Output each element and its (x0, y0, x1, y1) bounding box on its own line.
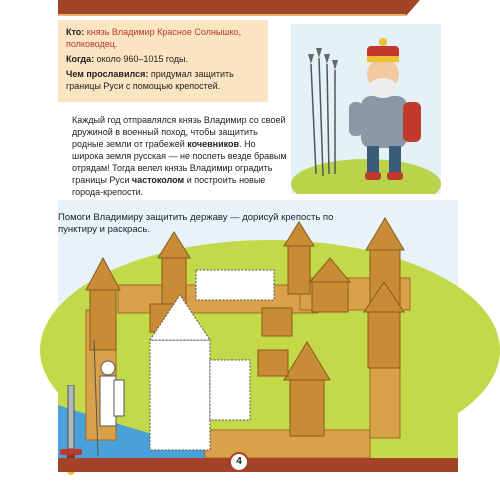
fame-value: придумал защитить границы Руси с помощью крепостей. (66, 69, 234, 91)
story-part-3: и построить новые города-крепости. (72, 175, 266, 197)
top-decorative-band (58, 0, 406, 16)
task-instruction: Помоги Владимиру защитить державу — дорисуй крепость по пунктиру и раскрась. (58, 212, 334, 235)
page-bottom-band (58, 458, 458, 472)
who-label: Кто: (66, 27, 85, 37)
who-line (66, 26, 260, 50)
page-number: 4 (229, 452, 249, 472)
when-value: около 960–1015 годы. (96, 54, 189, 64)
fame-line (66, 68, 260, 92)
when-line (66, 53, 260, 65)
when-label: Когда: (66, 54, 95, 64)
story-bold-palisade: частоколом (131, 175, 185, 185)
story-text (72, 114, 287, 198)
story-part-2: . Но широка земля русская — не поспеть везде бравым отрядам! Тогда велел князь Владимир оградить границы Руси (72, 139, 287, 185)
story-bold-nomads: кочевников (187, 139, 240, 149)
who-value: князь Владимир Красное Солнышко, полководец. (66, 27, 242, 49)
story-part-1: Каждый год отправлялся князь Владимир со своей дружиной в военный поход, чтобы защитить родные земли от грабежей (72, 115, 286, 149)
fame-label: Чем прославился: (66, 69, 149, 79)
prince-vladimir-illustration (291, 24, 441, 194)
info-box (58, 20, 268, 102)
